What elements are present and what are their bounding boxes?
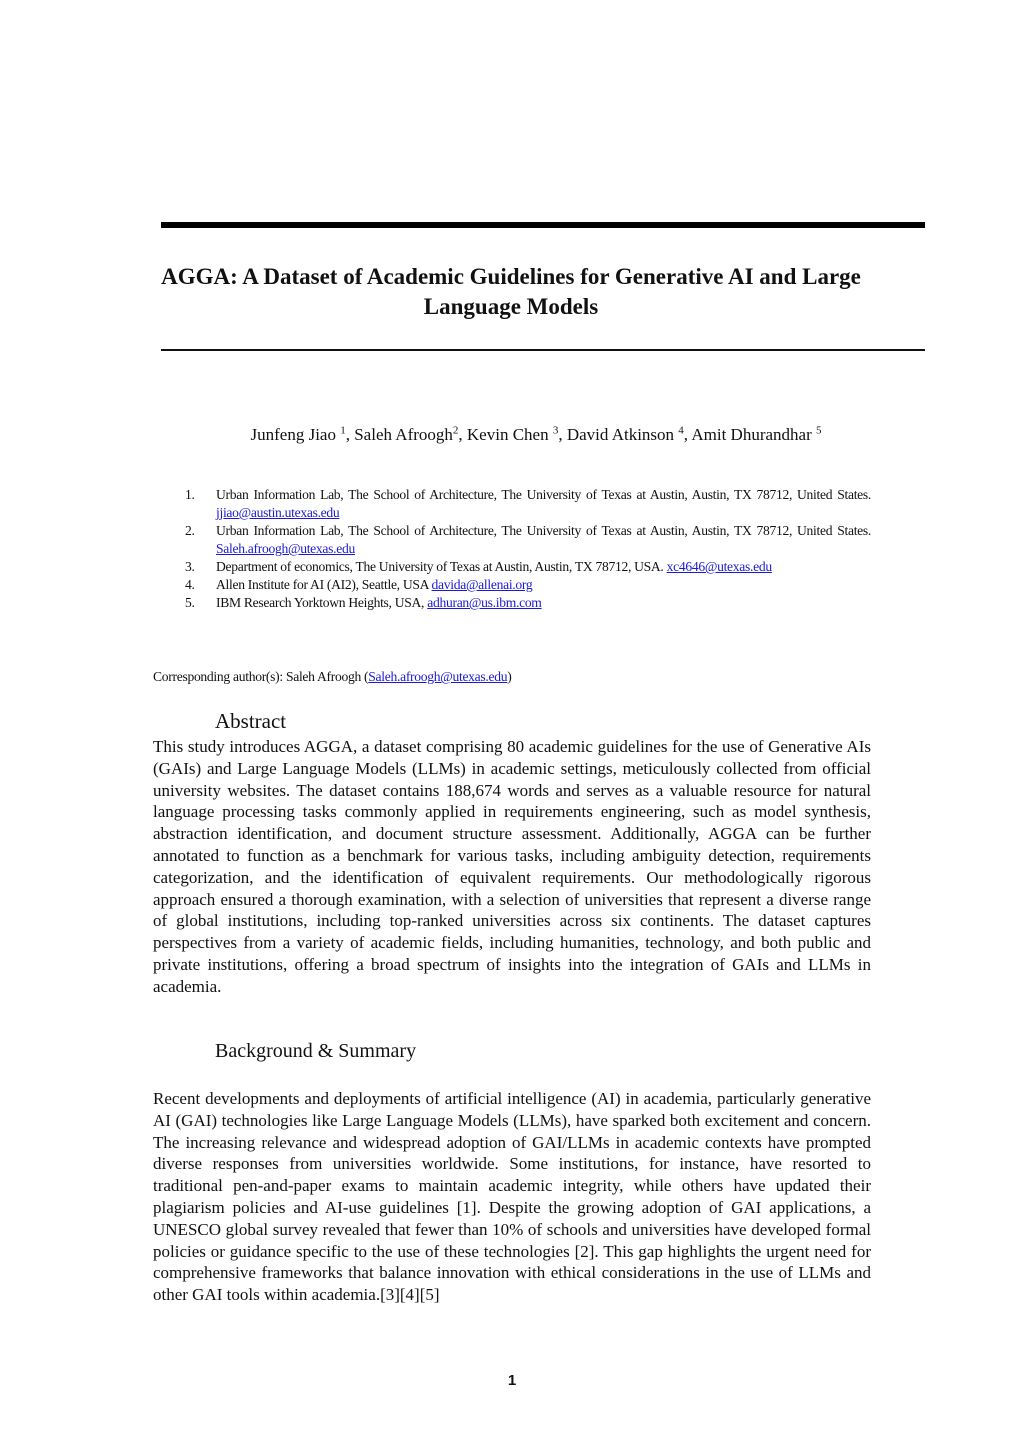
affiliation-text: Urban Information Lab, The School of Architecture, The University of Texas at Austin, Austin, TX 78712, United States. [216,487,871,502]
affiliation-text: Department of economics, The University of Texas at Austin, Austin, TX 78712, USA. [216,559,664,574]
author: Saleh Afroogh$^2$, [354,424,467,444]
affiliation-text: Allen Institute for AI (AI2), Seattle, USA [216,577,429,592]
corresponding-author: Corresponding author(s): Saleh Afroogh (Saleh.afroogh@utexas.edu) [153,669,512,684]
corresponding-email-link[interactable]: Saleh.afroogh@utexas.edu [368,669,508,684]
affiliation-list [185,486,871,612]
paper-title: AGGA: A Dataset of Academic Guidelines for Generative AI and Large Language Models [161,264,861,319]
abstract-text: This study introduces AGGA, a dataset comprising 80 academic guidelines for the use of Generative AIs (GAIs) and Large Language Models (LLMs) in academic settings, meticulously collected from official university websites. The dataset contains 188,674 words and serves as a valuable resource for natural language processing tasks commonly applied in requirements engineering, such as model synthesis, abstraction identification, and document structure assessment. Additionally, AGGA can be further annotated to function as a benchmark for various tasks, including ambiguity detection, requirements categorization, and the identification of equivalent requirements. Our methodologically rigorous approach ensured a thorough examination, with a selection of universities that represent a diverse range of global institutions, including top-ranked universities across six continents. The dataset captures perspectives from a variety of academic fields, including humanities, technology, and both public and private institutions, offering a broad spectrum of insights into the integration of GAIs and LLMs in academia. [153,737,871,996]
email-link[interactable]: Saleh.afroogh@utexas.edu [216,541,355,556]
affiliation-item: 3. Department of economics, The University of Texas at Austin, Austin, TX 78712, USA. xc4646@utexas.edu [185,559,772,574]
affiliation-text: IBM Research Yorktown Heights, USA, [216,595,425,610]
email-link[interactable]: jjiao@austin.utexas.edu [216,505,340,520]
email-link[interactable]: xc4646@utexas.edu [666,559,772,574]
affiliation-item: 1. Urban Information Lab, The School of Architecture, The University of Texas at Austin, Austin, TX 78712, United States. jjiao@austin.utexas.edu [185,487,871,520]
header-rule-thin [161,349,925,351]
affiliation-text: Urban Information Lab, The School of Architecture, The University of Texas at Austin, Austin, TX 78712, United States. [216,523,871,538]
author: Kevin Chen $^3$, [466,424,567,444]
author: Junfeng Jiao $^1$, [250,424,355,444]
affiliation-item: 5. IBM Research Yorktown Heights, USA, adhuran@us.ibm.com [185,595,542,610]
background-heading: Background & Summary [215,1040,417,1062]
author: Amit Dhurandhar $^5$ [691,424,822,444]
page-number: 1 [507,1372,517,1389]
author-list [161,424,911,445]
affiliation-item: 4. Allen Institute for AI (AI2), Seattle, USA davida@allenai.org [185,577,533,592]
email-link[interactable]: adhuran@us.ibm.com [427,595,542,610]
abstract-heading: Abstract [215,709,287,733]
background-text: Recent developments and deployments of artificial intelligence (AI) in academia, particularly generative AI (GAI) technologies like Large Language Models (LLMs), have sparked both excitement and concern. The increasing relevance and widespread adoption of GAI/LLMs in academic contexts have prompted diverse responses from universities worldwide. Some institutions, for instance, have resorted to traditional pen-and-paper exams to maintain academic integrity, while others have updated their plagiarism policies and AI-use guidelines [1]. Despite the growing adoption of GAI applications, a UNESCO global survey revealed that fewer than 10% of schools and universities have developed formal policies or guidance specific to the use of these technologies [2]. This gap highlights the urgent need for comprehensive frameworks that balance innovation with ethical considerations in the use of LLMs and other GAI tools within academia.[3][4][5] [153,1089,871,1305]
author: David Atkinson $^4$, [566,424,692,444]
affiliation-item: 2. Urban Information Lab, The School of Architecture, The University of Texas at Austin, Austin, TX 78712, United States. Saleh.afroogh@utexas.edu [185,523,871,556]
header-rule-thick [161,222,925,228]
email-link[interactable]: davida@allenai.org [431,577,533,592]
